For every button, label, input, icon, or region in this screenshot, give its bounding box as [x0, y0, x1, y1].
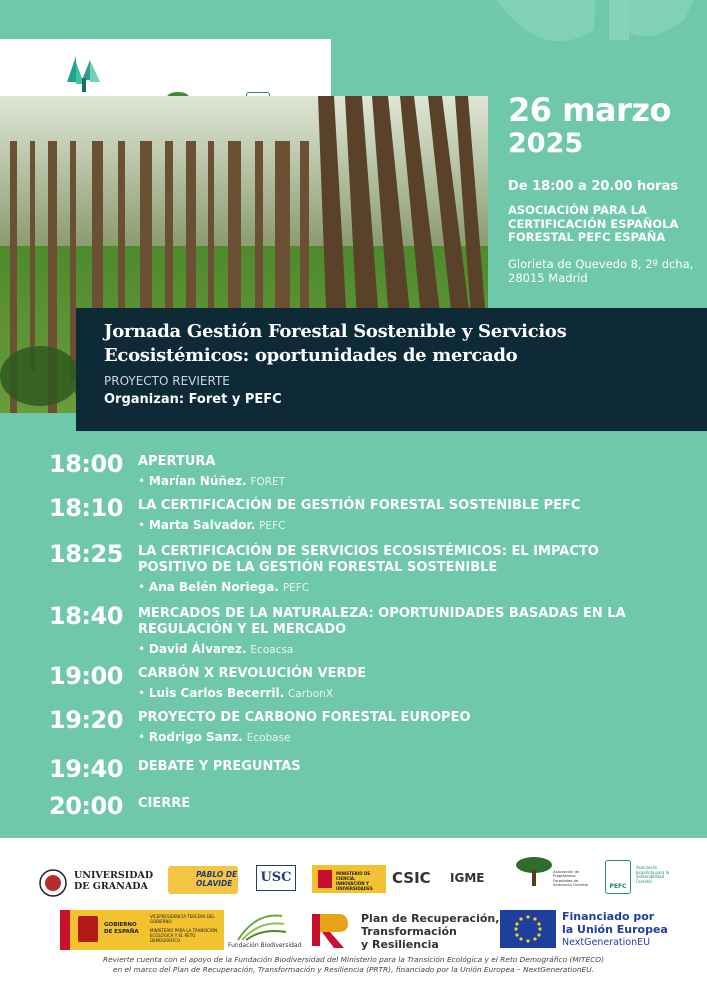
funding-note-line1: Revierte cuenta con el apoyo de la Fundación Biodiversidad del Ministerio para la Transición Ecológica y el Reto Demográfico (MITECO): [103, 955, 604, 964]
speaker-name: Marían Núñez.: [148, 474, 247, 488]
speaker-org: CarbonX: [288, 688, 334, 700]
spain-flag-stripe: [60, 910, 70, 950]
prtr-line3: y Resiliencia: [361, 938, 439, 951]
speaker-name: Marta Salvador.: [148, 518, 256, 532]
fundacion-biodiversidad-icon: [232, 910, 288, 942]
bullet: •: [138, 642, 146, 656]
bullet: •: [138, 518, 146, 532]
agenda-time: 19:00: [49, 662, 123, 690]
funding-note: [30, 955, 677, 975]
spain-shield-icon: [318, 870, 332, 888]
ugr-crest-icon: [38, 868, 68, 898]
speaker-name: David Álvarez.: [148, 642, 247, 656]
organizers: Organizan: Foret y PEFC: [104, 392, 282, 407]
agenda-title: MERCADOS DE LA NATURALEZA: OPORTUNIDADES BASADAS EN LA REGULACIÓN Y EL MERCADO: [138, 606, 626, 637]
prtr-logo-icon: [308, 910, 352, 950]
event-date: 26 marzo: [508, 91, 671, 129]
bullet: •: [138, 580, 146, 594]
assoc-tree-logo-footer: [514, 856, 554, 890]
miteco-text: MINISTERIO PARA LA TRANSICIÓN ECOLÓGICA Y EL RETO DEMOGRÁFICO: [150, 928, 218, 943]
bullet: •: [138, 686, 146, 700]
event-info: [508, 92, 707, 285]
title-banner: [76, 308, 707, 431]
pefc-logo-footer-label: PEFC: [609, 883, 627, 890]
funding-note-line2: en el marco del Plan de Recuperación, Transformación y Resiliencia (PRTR), financiado por la Unión Europea – NextGenerationEU.: [113, 965, 594, 974]
eu-line1: Financiado por: [562, 910, 655, 923]
pefc-logo-footer: [605, 860, 631, 894]
speaker-name: Rodrigo Sanz.: [148, 730, 243, 744]
gobierno-text: GOBIERNO DE ESPAÑA: [104, 922, 139, 935]
event-address: Glorieta de Quevedo 8, 2º dcha, 28015 Madrid: [508, 256, 694, 285]
speaker-org: Ecobase: [246, 732, 291, 744]
agenda-time: 18:10: [49, 494, 123, 522]
revierte-tree-icon: [64, 54, 104, 94]
igme-logo: IGME: [450, 871, 485, 885]
speaker-org: PEFC: [282, 582, 310, 594]
agenda-time: 19:20: [49, 706, 123, 734]
eu-text: [562, 910, 668, 949]
agenda-title: APERTURA: [138, 454, 216, 469]
agenda-time: 19:40: [49, 755, 123, 783]
agenda-title: LA CERTIFICACIÓN DE GESTIÓN FORESTAL SOSTENIBLE PEFC: [138, 498, 581, 513]
event-venue: ASOCIACIÓN PARA LA CERTIFICACIÓN ESPAÑOLA FORESTAL PEFC ESPAÑA: [508, 203, 679, 244]
prtr-text: [361, 912, 499, 951]
usc-logo: USC: [256, 865, 296, 891]
bullet: •: [138, 730, 146, 744]
eu-flag-icon: [500, 910, 556, 948]
agenda-title: CIERRE: [138, 796, 191, 811]
agenda-speaker: [138, 580, 309, 594]
agenda-time: 18:25: [49, 540, 123, 568]
speaker-org: PEFC: [259, 520, 286, 532]
event-title-line1: Jornada Gestión Forestal Sostenible y Servicios: [104, 321, 567, 342]
speaker-org: Ecoacsa: [250, 644, 294, 656]
event-title-line2: Ecosistémicos: oportunidades de mercado: [104, 345, 518, 366]
agenda-speaker: [138, 474, 285, 488]
agenda-time: 18:40: [49, 602, 123, 630]
speaker-org: FORET: [250, 476, 286, 488]
ministerio-ciencia-text: MINISTERIO DE CIENCIA, INNOVACIÓN Y UNIVERSIDADES: [336, 871, 373, 891]
vicepresidencia-text: VICEPRESIDENCIA TERCERA DEL GOBIERNO: [150, 914, 215, 924]
spain-coat-icon: [78, 916, 98, 942]
agenda-title: CARBÓN X REVOLUCIÓN VERDE: [138, 666, 367, 681]
project-label: PROYECTO REVIERTE: [104, 374, 230, 388]
event-title: [104, 320, 679, 368]
agenda-title: LA CERTIFICACIÓN DE SERVICIOS ECOSISTÉMICOS: EL IMPACTO POSITIVO DE LA GESTIÓN FORESTAL SOSTENIBLE: [138, 544, 599, 575]
agenda-speaker: [138, 642, 293, 656]
agenda-speaker: [138, 518, 285, 532]
event-year: 2025: [508, 128, 584, 159]
pefc-text-footer: Asociación Española para la Sostenibilidad Forestal: [636, 865, 670, 884]
prtr-line2: Transformación: [361, 925, 457, 938]
assoc-logo-text-footer: Asociación de Propietarios Forestales de Andalucía Oriental: [553, 869, 589, 888]
prtr-line1: Plan de Recuperación,: [361, 912, 500, 925]
agenda-time: 20:00: [49, 792, 123, 820]
decorative-leaf-shape: [469, 0, 699, 70]
bullet: •: [138, 474, 146, 488]
csic-logo: CSIC: [392, 869, 431, 887]
agenda-title: PROYECTO DE CARBONO FORESTAL EUROPEO: [138, 710, 471, 725]
speaker-name: Luis Carlos Becerril.: [148, 686, 285, 700]
agenda-speaker: [138, 730, 291, 744]
fundacion-text: Fundación Biodiversidad: [228, 942, 302, 949]
agenda-title: DEBATE Y PREGUNTAS: [138, 759, 301, 774]
agenda-speaker: [138, 686, 333, 700]
speaker-name: Ana Belén Noriega.: [148, 580, 279, 594]
ugr-text: UNIVERSIDAD DE GRANADA: [74, 870, 154, 892]
pablo-olavide-text: PABLO DE OLAVIDE: [196, 870, 238, 888]
event-hours: De 18:00 a 20.00 horas: [508, 179, 679, 194]
sponsors-footer: [0, 838, 707, 1000]
eu-line2: la Unión Europea: [562, 923, 668, 936]
eu-line3: NextGenerationEU: [562, 937, 651, 948]
agenda-time: 18:00: [49, 450, 123, 478]
